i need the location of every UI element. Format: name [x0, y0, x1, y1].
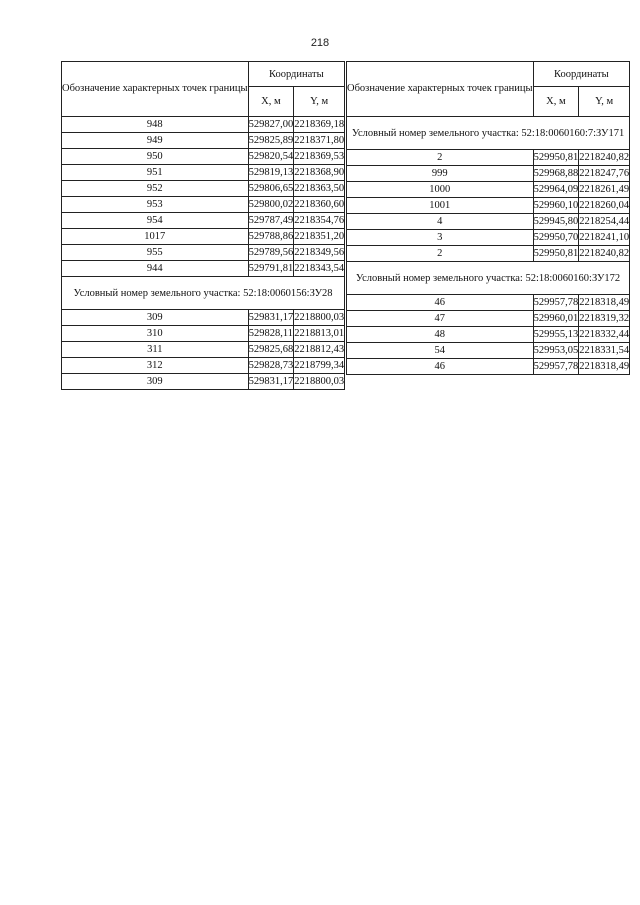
y-coordinate-cell: 2218349,56	[294, 245, 345, 261]
y-coordinate-cell: 2218254,44	[579, 214, 630, 230]
header-coordinates: Координаты	[533, 62, 630, 87]
section-row	[347, 262, 630, 295]
y-coordinate-cell: 2218240,82	[579, 150, 630, 166]
table-row	[347, 246, 630, 262]
page-number: 218	[310, 37, 330, 49]
section-row	[347, 117, 630, 150]
header-coordinates: Координаты	[248, 62, 345, 87]
y-coordinate-cell: 2218247,76	[579, 166, 630, 182]
x-coordinate-cell: 529960,10	[533, 198, 579, 214]
y-coordinate-cell: 2218799,34	[294, 358, 345, 374]
land-plot-number: Условный номер земельного участка: 52:18:0060156:ЗУ28	[62, 277, 345, 310]
header-x: X, м	[533, 87, 579, 117]
y-coordinate-cell: 2218800,03	[294, 374, 345, 390]
table-body	[347, 117, 630, 375]
point-cell: 2	[347, 246, 534, 262]
table-row	[347, 230, 630, 246]
table-row	[347, 214, 630, 230]
point-cell: 1001	[347, 198, 534, 214]
table-row	[347, 198, 630, 214]
table-row	[347, 343, 630, 359]
point-cell: 1000	[347, 182, 534, 198]
point-cell: 3	[347, 230, 534, 246]
header-y: Y, м	[579, 87, 630, 117]
x-coordinate-cell: 529960,01	[533, 311, 579, 327]
coordinates-table-right	[346, 61, 630, 375]
y-coordinate-cell: 2218360,60	[294, 197, 345, 213]
y-coordinate-cell: 2218371,80	[294, 133, 345, 149]
y-coordinate-cell: 2218368,90	[294, 165, 345, 181]
point-cell: 4	[347, 214, 534, 230]
x-coordinate-cell: 529957,78	[533, 359, 579, 375]
point-cell: 310	[62, 326, 249, 342]
table-row	[62, 133, 345, 149]
y-coordinate-cell: 2218261,49	[579, 182, 630, 198]
table-row	[347, 182, 630, 198]
x-coordinate-cell: 529953,05	[533, 343, 579, 359]
table-body	[62, 117, 345, 390]
point-cell: 952	[62, 181, 249, 197]
x-coordinate-cell: 529800,02	[248, 197, 294, 213]
x-coordinate-cell: 529806,65	[248, 181, 294, 197]
land-plot-number: Условный номер земельного участка: 52:18:0060160:7:ЗУ171	[347, 117, 630, 150]
point-cell: 2	[347, 150, 534, 166]
y-coordinate-cell: 2218369,53	[294, 149, 345, 165]
y-coordinate-cell: 2218369,18	[294, 117, 345, 133]
point-cell: 950	[62, 149, 249, 165]
x-coordinate-cell: 529819,13	[248, 165, 294, 181]
point-cell: 309	[62, 374, 249, 390]
x-coordinate-cell: 529788,86	[248, 229, 294, 245]
x-coordinate-cell: 529828,11	[248, 326, 294, 342]
x-coordinate-cell: 529828,73	[248, 358, 294, 374]
y-coordinate-cell: 2218319,32	[579, 311, 630, 327]
header-x: X, м	[248, 87, 294, 117]
y-coordinate-cell: 2218354,76	[294, 213, 345, 229]
table-row	[62, 310, 345, 326]
y-coordinate-cell: 2218813,01	[294, 326, 345, 342]
point-cell: 954	[62, 213, 249, 229]
x-coordinate-cell: 529955,13	[533, 327, 579, 343]
table-row	[62, 149, 345, 165]
point-cell: 948	[62, 117, 249, 133]
table-row	[62, 261, 345, 277]
coordinates-table-left	[61, 61, 345, 390]
table-row	[62, 117, 345, 133]
table-row	[62, 374, 345, 390]
x-coordinate-cell: 529825,89	[248, 133, 294, 149]
point-cell: 999	[347, 166, 534, 182]
x-coordinate-cell: 529791,81	[248, 261, 294, 277]
y-coordinate-cell: 2218241,10	[579, 230, 630, 246]
y-coordinate-cell: 2218318,49	[579, 359, 630, 375]
x-coordinate-cell: 529825,68	[248, 342, 294, 358]
header-point-designation: Обозначение характерных точек границы	[62, 62, 249, 117]
table-row	[62, 326, 345, 342]
point-cell: 1017	[62, 229, 249, 245]
table-row	[347, 150, 630, 166]
table-row	[62, 181, 345, 197]
header-point-designation: Обозначение характерных точек границы	[347, 62, 534, 117]
y-coordinate-cell: 2218331,54	[579, 343, 630, 359]
y-coordinate-cell: 2218318,49	[579, 295, 630, 311]
y-coordinate-cell: 2218351,20	[294, 229, 345, 245]
table-row	[347, 311, 630, 327]
y-coordinate-cell: 2218240,82	[579, 246, 630, 262]
x-coordinate-cell: 529787,49	[248, 213, 294, 229]
table-row	[62, 213, 345, 229]
point-cell: 951	[62, 165, 249, 181]
section-row	[62, 277, 345, 310]
land-plot-number: Условный номер земельного участка: 52:18:0060160:ЗУ172	[347, 262, 630, 295]
x-coordinate-cell: 529964,09	[533, 182, 579, 198]
point-cell: 48	[347, 327, 534, 343]
table-row	[347, 166, 630, 182]
table-row	[347, 359, 630, 375]
x-coordinate-cell: 529827,00	[248, 117, 294, 133]
y-coordinate-cell: 2218260,04	[579, 198, 630, 214]
point-cell: 955	[62, 245, 249, 261]
table-row	[347, 327, 630, 343]
point-cell: 944	[62, 261, 249, 277]
x-coordinate-cell: 529820,54	[248, 149, 294, 165]
point-cell: 311	[62, 342, 249, 358]
header-y: Y, м	[294, 87, 345, 117]
x-coordinate-cell: 529789,56	[248, 245, 294, 261]
table-row	[347, 295, 630, 311]
x-coordinate-cell: 529950,81	[533, 246, 579, 262]
table-row	[62, 197, 345, 213]
y-coordinate-cell: 2218343,54	[294, 261, 345, 277]
y-coordinate-cell: 2218812,43	[294, 342, 345, 358]
table-row	[62, 165, 345, 181]
point-cell: 46	[347, 359, 534, 375]
table-row	[62, 342, 345, 358]
point-cell: 312	[62, 358, 249, 374]
table-row	[62, 229, 345, 245]
y-coordinate-cell: 2218800,03	[294, 310, 345, 326]
y-coordinate-cell: 2218332,44	[579, 327, 630, 343]
point-cell: 47	[347, 311, 534, 327]
table-row	[62, 245, 345, 261]
point-cell: 949	[62, 133, 249, 149]
table-row	[62, 358, 345, 374]
x-coordinate-cell: 529945,80	[533, 214, 579, 230]
x-coordinate-cell: 529950,70	[533, 230, 579, 246]
x-coordinate-cell: 529831,17	[248, 310, 294, 326]
point-cell: 309	[62, 310, 249, 326]
y-coordinate-cell: 2218363,50	[294, 181, 345, 197]
point-cell: 953	[62, 197, 249, 213]
point-cell: 46	[347, 295, 534, 311]
point-cell: 54	[347, 343, 534, 359]
x-coordinate-cell: 529968,88	[533, 166, 579, 182]
x-coordinate-cell: 529957,78	[533, 295, 579, 311]
x-coordinate-cell: 529831,17	[248, 374, 294, 390]
x-coordinate-cell: 529950,81	[533, 150, 579, 166]
